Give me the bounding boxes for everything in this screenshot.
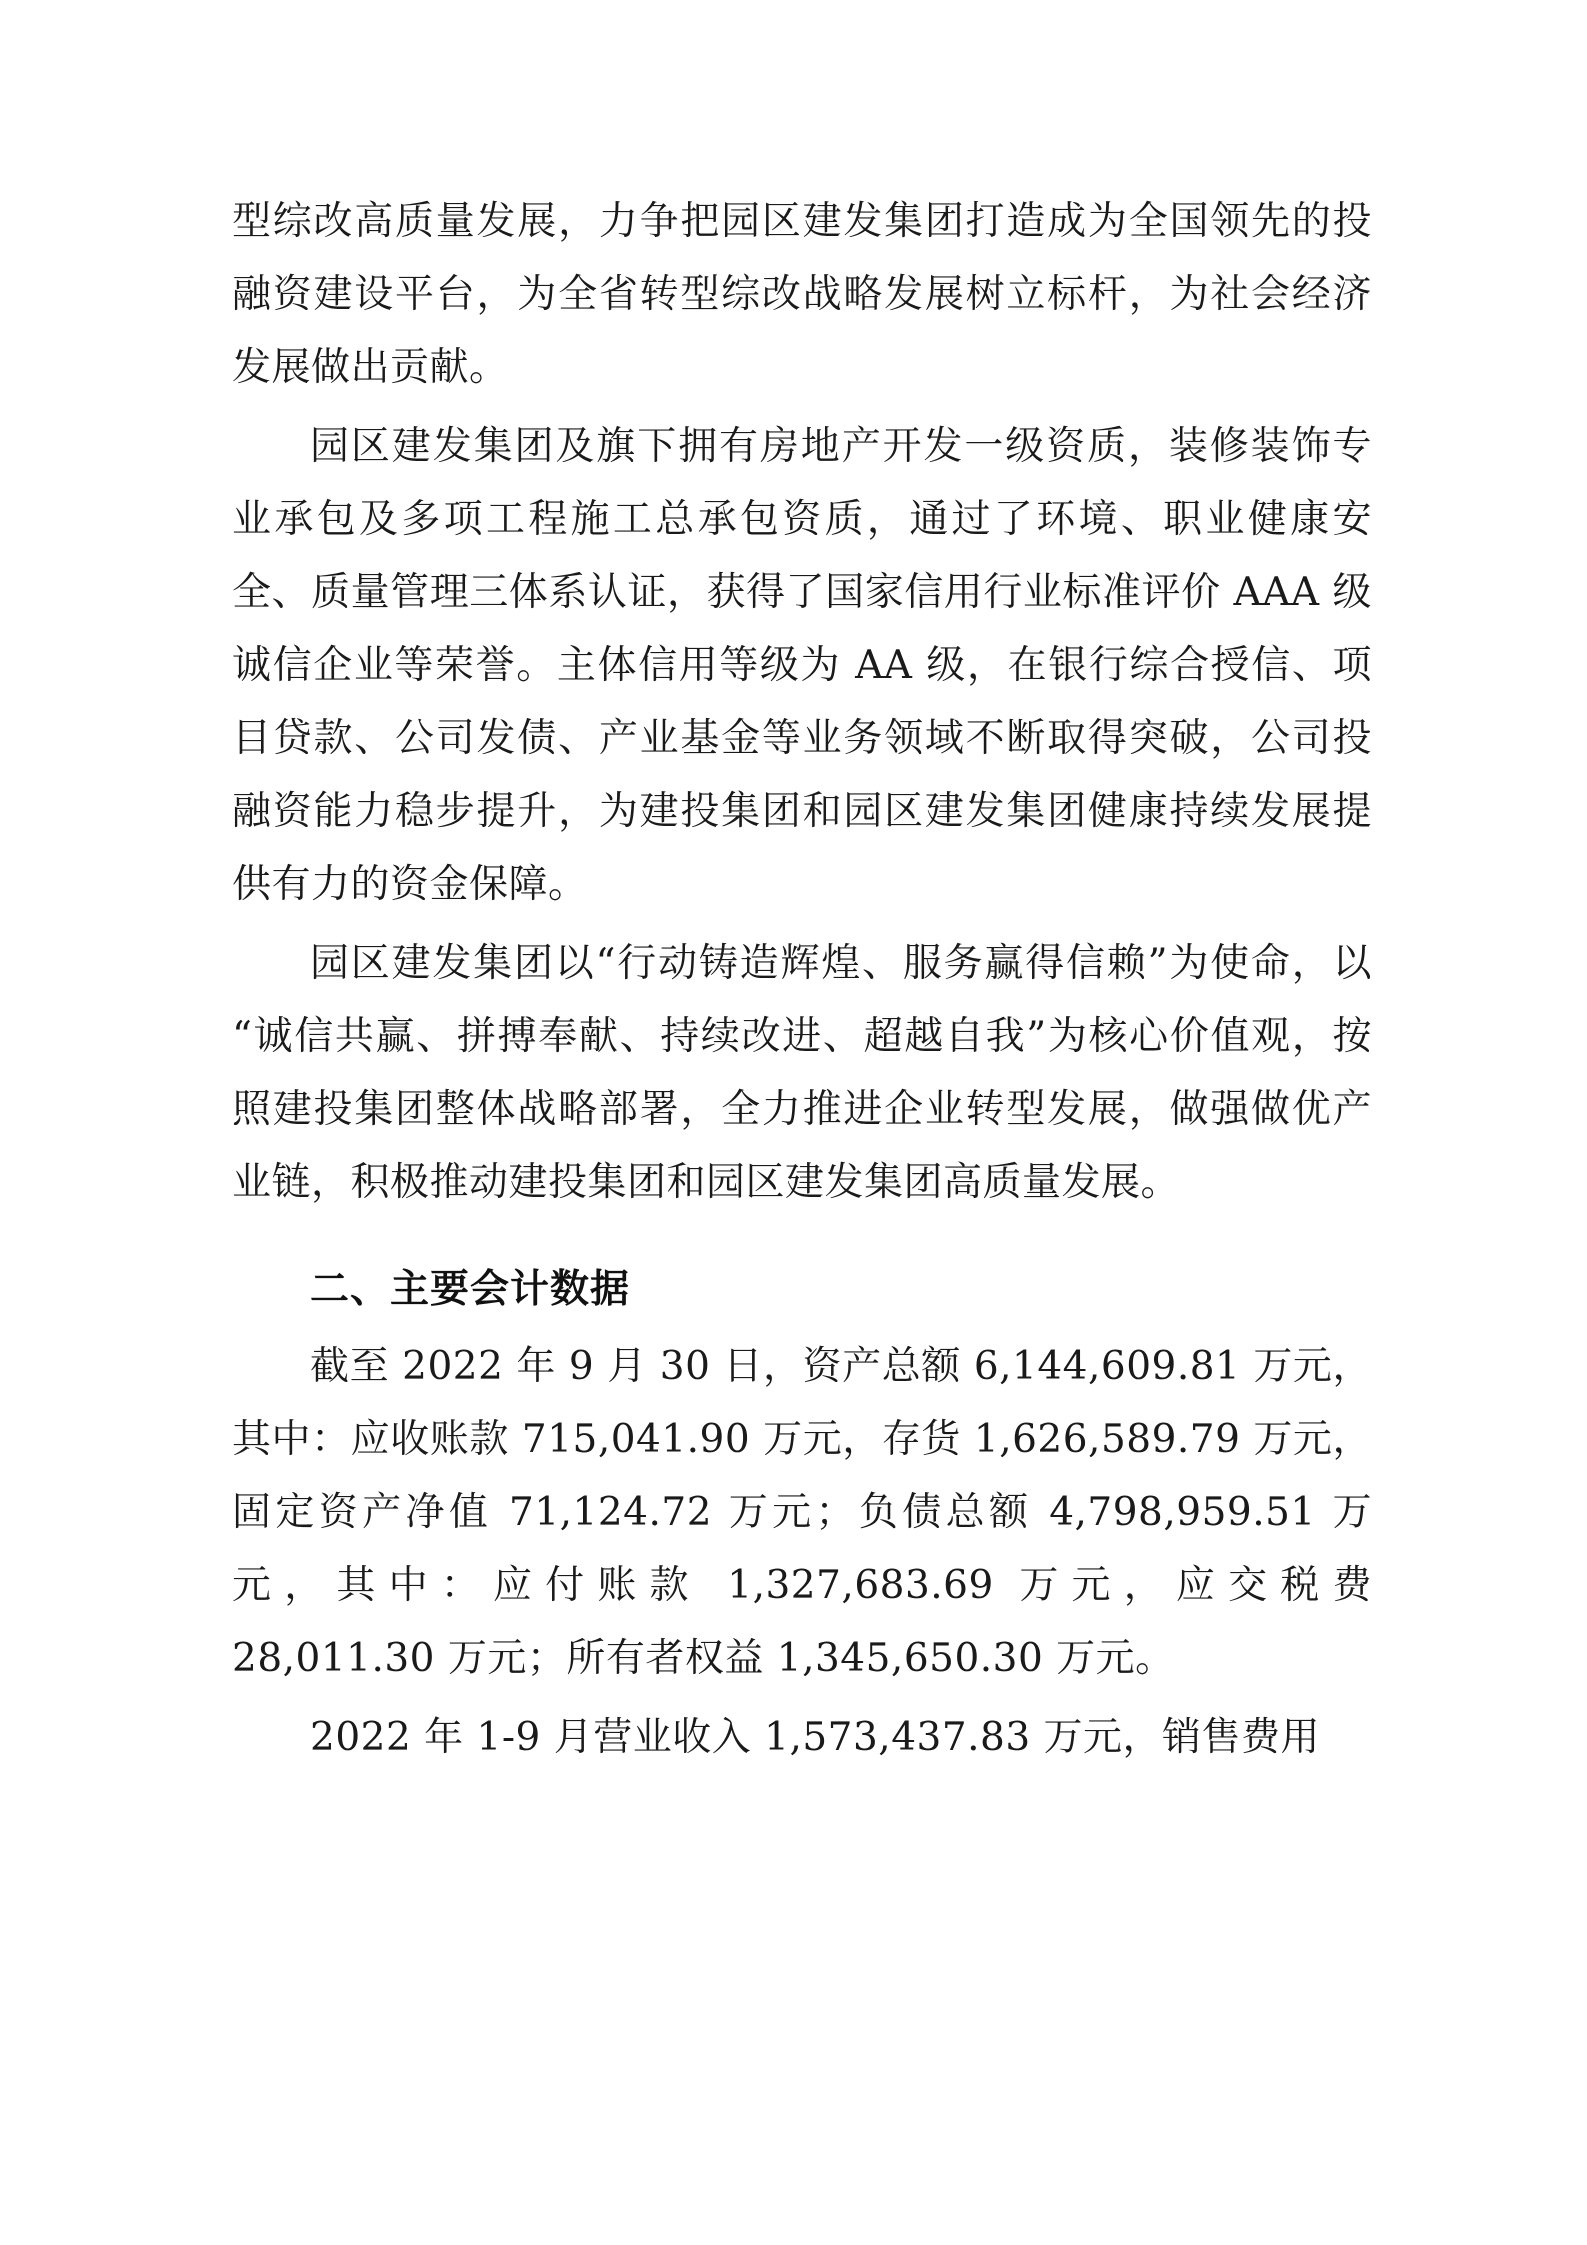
paragraph-revenue-figures: 2022 年 1-9 月营业收入 1,573,437.83 万元，销售费用 — [310, 1715, 1321, 1760]
paragraph-balance-sheet-figures: 截至 2022 年 9 月 30 日，资产总额 6,144,609.81 万元，其中：应收账款 715,041.90 万元，存货 1,626,589.79 万元，固定资产净值 71,124.72 万元；负债总额 4,798,959.51 万元，其中：应付账款 1,327,683.69 万元，应交税费 28,011.30 万元；所有者权益 1,345,650.30 万元。 — [232, 1344, 1372, 1681]
paragraph-qualifications: 园区建发集团及旗下拥有房地产开发一级资质，装修装饰专业承包及多项工程施工总承包资质，通过了环境、职业健康安全、质量管理三体系认证，获得了国家信用行业标准评价 AAA 级诚信企业等荣誉。主体信用等级为 AA 级，在银行综合授信、项目贷款、公司发债、产业基金等业务领域不断取得突破，公司投融资能力稳步提升，为建投集团和园区建发集团健康持续发展提供有力的资金保障。 — [232, 424, 1372, 907]
paragraph-mission-values: 园区建发集团以“行动铸造辉煌、服务赢得信赖”为使命，以“诚信共赢、拼搏奉献、持续改进、超越自我”为核心价值观，按照建投集团整体战略部署，全力推进企业转型发展，做强做优产业链，积极推动建投集团和园区建发集团高质量发展。 — [232, 941, 1372, 1205]
paragraph-continued-intro: 型综改高质量发展，力争把园区建发集团打造成为全国领先的投融资建设平台，为全省转型综改战略发展树立标杆，为社会经济发展做出贡献。 — [232, 199, 1372, 390]
page-content — [232, 185, 1372, 1780]
section-heading-accounting-data: 二、主要会计数据 — [310, 1267, 631, 1312]
